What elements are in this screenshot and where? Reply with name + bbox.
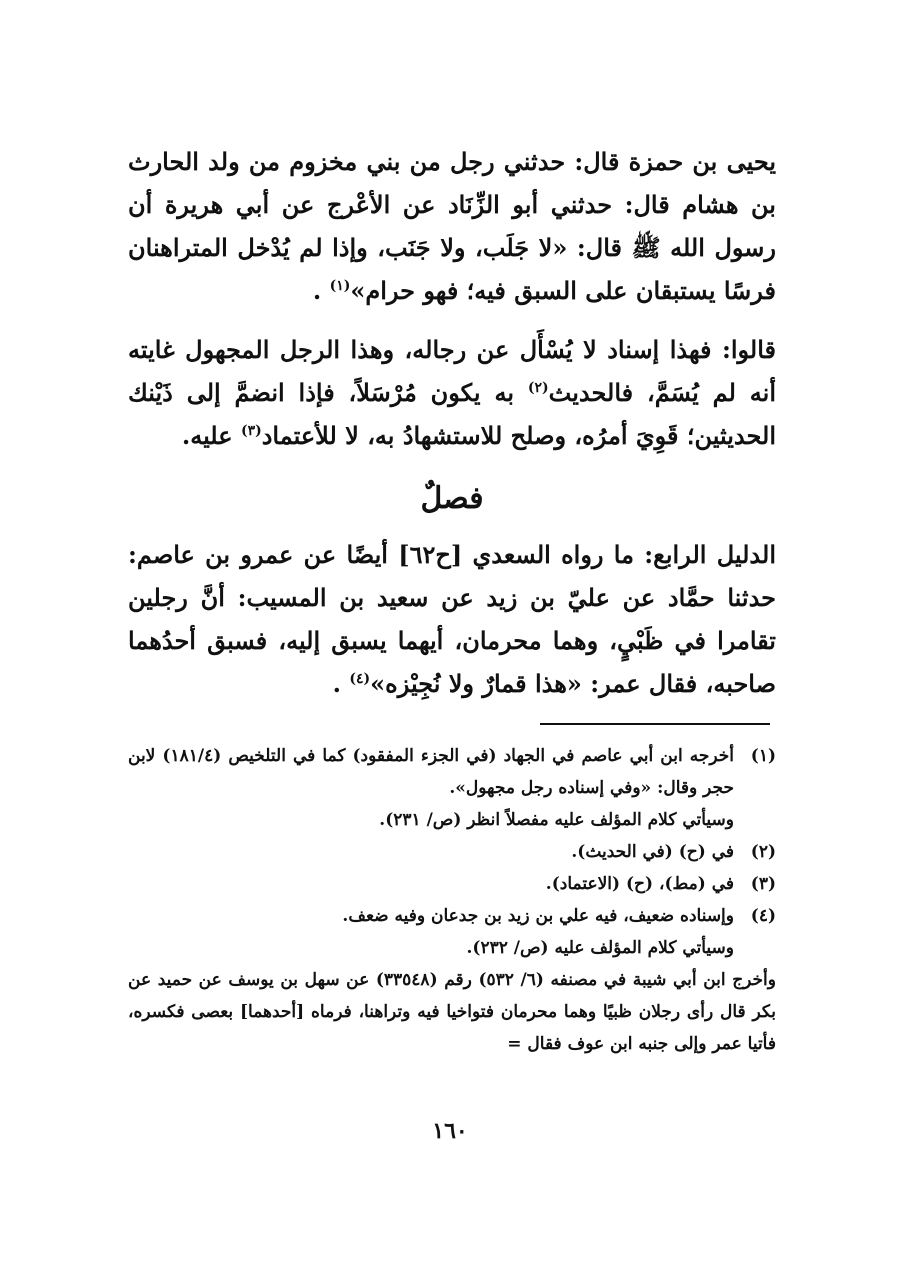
footnote-4-continuation-2: وأخرج ابن أبي شيبة في مصنفه (٦/ ٥٣٢) رقم (٣٣٥٤٨) عن سهل بن يوسف عن حميد عن بكر قال رأى رجلان ظبيًا وهما محرمان فتواخيا فيه وتراهنا، فرماه [أحدهما] بعصى فكسره، فأتيا عمر وإلى جنبه ابن عوف فقال = xyxy=(128,970,776,1054)
footnote-ref-3[interactable]: (٣) xyxy=(240,423,262,439)
footnote-1-number: (١) xyxy=(750,746,776,766)
paragraph-2-text-c: عليه. xyxy=(181,421,233,450)
footnote-4 xyxy=(128,900,776,932)
section-title: فصلٌ xyxy=(420,481,484,516)
paragraph-2-text-a: قالوا: فهذا إسناد لا يُسْأَل عن رجاله، وهذا الرجل المجهول غايته أنه لم يُسَمَّ، فالحديث xyxy=(128,335,776,407)
footnote-2-text: في (ح) (في الحديث). xyxy=(571,842,734,862)
footnote-2-number: (٢) xyxy=(750,842,776,862)
footnote-2 xyxy=(128,836,776,868)
footnote-ref-2[interactable]: (٢) xyxy=(527,380,549,396)
footnote-separator xyxy=(540,723,770,725)
footnote-4-text: وإسناده ضعيف، فيه علي بن زيد بن جدعان وفيه ضعف. xyxy=(342,906,734,926)
paragraph-2-text-b: به يكون مُرْسَلاً، فإذا انضمَّ إلى ذَيْنك الحديثين؛ قَوِيَ أمرُه، وصلح للاستشهادُ به، لا للأعتماد xyxy=(128,378,776,450)
footnote-ref-1[interactable]: (١) xyxy=(329,278,351,294)
paragraph-3 xyxy=(128,533,776,705)
footnote-1-continuation: وسيأتي كلام المؤلف عليه مفصلاً انظر (ص/ ٢٣١). xyxy=(379,810,734,830)
page-body xyxy=(128,140,776,721)
paragraph-1-text: يحيى بن حمزة قال: حدثني رجل من بني مخزوم من ولد الحارث بن هشام قال: حدثني أبو الزِّنَاد عن الأعْرج عن أبي هريرة أن رسول الله ﷺ قال: «لا جَلَب، ولا جَنَب، وإذا لم يُدْخل المتراهنان فرسًا يستبقان على السبق فيه؛ فهو حرام» xyxy=(128,147,776,305)
paragraph-1 xyxy=(128,140,776,312)
footnote-3-number: (٣) xyxy=(750,874,776,894)
paragraph-3-lead: الدليل الرابع: xyxy=(644,540,777,569)
footnote-1-text: أخرجه ابن أبي عاصم في الجهاد (في الجزء المفقود) كما في التلخيص (١٨١/٤) لابن حجر وقال: «وفي إسناده رجل مجهول». xyxy=(128,746,734,798)
footnote-4-continuation-1: وسيأتي كلام المؤلف عليه (ص/ ٢٣٢). xyxy=(466,938,734,958)
paragraph-3-text: ما رواه السعدي [ح٦٢] أيضًا عن عمرو بن عاصم: حدثنا حمَّاد عن عليّ بن زيد عن سعيد بن المسيب: أنَّ رجلين تقامرا في ظَبْيٍ، وهما محرمان، أيهما يسبق إليه، فسبق أحدُهما صاحبه، فقال عمر: «هذا قمارٌ ولا نُجِيْزه» xyxy=(128,540,776,698)
footnote-4-number: (٤) xyxy=(750,906,776,926)
footnote-3-text: في (مط)، (ح) (الاعتماد). xyxy=(545,874,734,894)
paragraph-1-end: . xyxy=(312,276,322,305)
footnote-3 xyxy=(128,868,776,900)
paragraph-3-end: . xyxy=(332,669,341,698)
footnotes xyxy=(128,740,776,1060)
main-text xyxy=(128,140,776,705)
paragraph-2 xyxy=(128,328,776,457)
footnote-1 xyxy=(128,740,776,804)
footnote-ref-4[interactable]: (٤) xyxy=(349,671,371,687)
page-number: ١٦٠ xyxy=(432,1118,468,1144)
